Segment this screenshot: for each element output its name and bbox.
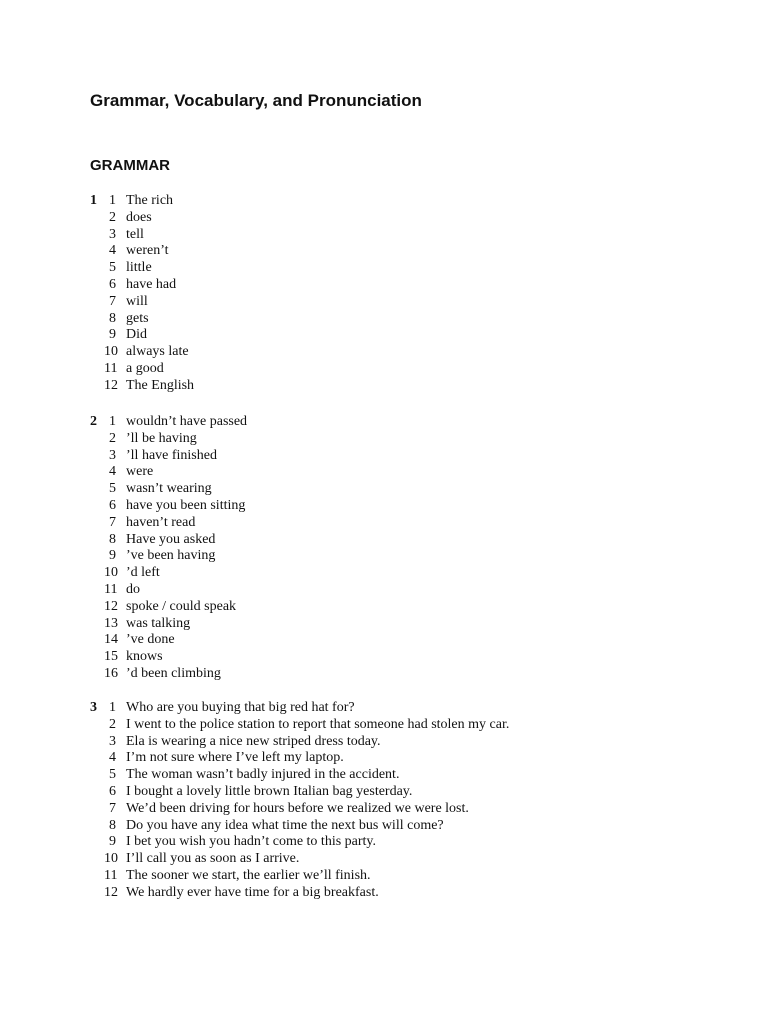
answer-row <box>90 294 730 311</box>
item-number: 11 <box>104 581 118 597</box>
answer-row <box>90 548 730 565</box>
answer-text: Have you asked <box>126 531 216 547</box>
exercise-number <box>90 243 104 260</box>
answer-row <box>90 431 730 448</box>
exercise-number <box>90 361 104 378</box>
exercise-number <box>90 649 104 666</box>
item-number: 5 <box>109 767 116 783</box>
exercise-number: 3 <box>90 700 97 715</box>
item-number: 10 <box>104 565 118 581</box>
exercise-number <box>90 378 104 395</box>
answer-text: little <box>126 260 152 276</box>
answer-text: ’ll be having <box>126 430 197 446</box>
answer-text: haven’t read <box>126 514 196 530</box>
exercise-number <box>90 210 104 227</box>
answer-text: ’d been climbing <box>126 665 221 681</box>
exercise-number <box>90 632 104 649</box>
answer-row <box>90 260 730 277</box>
exercise-1 <box>90 193 730 395</box>
exercise-number <box>90 767 104 784</box>
answer-text: We hardly ever have time for a big breakfast. <box>126 884 379 900</box>
answer-text: Who are you buying that big red hat for? <box>126 700 355 715</box>
exercise-number <box>90 801 104 818</box>
exercise-number <box>90 666 104 683</box>
exercise-number <box>90 260 104 277</box>
item-number: 13 <box>104 615 118 631</box>
exercise-number <box>90 717 104 734</box>
answer-text: The rich <box>126 193 174 208</box>
exercise-number <box>90 532 104 549</box>
answer-text: spoke / could speak <box>126 598 237 614</box>
answer-row <box>90 243 730 260</box>
answer-text: The English <box>126 377 195 393</box>
answer-row <box>90 277 730 294</box>
exercise-number <box>90 616 104 633</box>
item-number: 2 <box>109 430 116 446</box>
answer-row <box>90 582 730 599</box>
answer-text: The woman wasn’t badly injured in the accident. <box>126 767 400 783</box>
item-number: 11 <box>104 867 118 883</box>
exercise-number <box>90 498 104 515</box>
answer-text: The sooner we start, the earlier we’ll finish. <box>126 867 371 883</box>
answer-row <box>90 227 730 244</box>
item-number: 9 <box>109 327 116 343</box>
answer-text: ’ve done <box>126 632 175 648</box>
answer-text: Ela is wearing a nice new striped dress today. <box>126 733 381 749</box>
item-number: 3 <box>109 226 116 242</box>
item-number: 12 <box>104 377 118 393</box>
exercise-number <box>90 448 104 465</box>
exercise-number <box>90 327 104 344</box>
answer-text: weren’t <box>126 243 169 259</box>
item-number: 6 <box>109 783 116 799</box>
exercise-number <box>90 311 104 328</box>
answer-text: do <box>126 581 140 597</box>
exercise-number <box>90 227 104 244</box>
answer-row <box>90 515 730 532</box>
item-number: 1 <box>109 700 116 715</box>
exercise-number <box>90 464 104 481</box>
exercise-number <box>90 734 104 751</box>
exercise-number <box>90 851 104 868</box>
item-number: 16 <box>104 665 118 681</box>
item-number: 1 <box>109 193 116 208</box>
item-number: 8 <box>109 531 116 547</box>
answer-row <box>90 481 730 498</box>
exercise-number <box>90 431 104 448</box>
answer-row <box>90 498 730 515</box>
answer-text: I bet you wish you hadn’t come to this party. <box>126 834 377 850</box>
answer-text: wouldn’t have passed <box>126 414 248 429</box>
exercise-number <box>90 515 104 532</box>
item-number: 4 <box>109 243 116 259</box>
answer-text: does <box>126 209 152 225</box>
answer-text: have had <box>126 276 177 292</box>
answer-text: knows <box>126 649 163 665</box>
answer-text: a good <box>126 360 164 376</box>
item-number: 4 <box>109 464 116 480</box>
answer-text: always late <box>126 344 189 360</box>
answer-text: was talking <box>126 615 191 631</box>
answer-row <box>90 532 730 549</box>
answer-text: Did <box>126 327 147 343</box>
answer-row <box>90 210 730 227</box>
item-number: 2 <box>109 209 116 225</box>
answer-row <box>90 464 730 481</box>
answer-text: will <box>126 293 148 309</box>
item-number: 5 <box>109 481 116 497</box>
exercise-number <box>90 277 104 294</box>
exercise-number <box>90 565 104 582</box>
answer-text: I’ll call you as soon as I arrive. <box>126 851 300 867</box>
item-number: 6 <box>109 497 116 513</box>
answer-text: I bought a lovely little brown Italian bag yesterday. <box>126 783 413 799</box>
exercise-number <box>90 750 104 767</box>
answer-row <box>90 851 730 868</box>
section-heading: GRAMMAR <box>90 157 170 174</box>
answer-text: I’m not sure where I’ve left my laptop. <box>126 750 344 766</box>
item-number: 10 <box>104 344 118 360</box>
item-number: 14 <box>104 632 118 648</box>
answer-row <box>90 818 730 835</box>
answer-row <box>90 868 730 885</box>
answer-text: wasn’t wearing <box>126 481 212 497</box>
page-title: Grammar, Vocabulary, and Pronunciation <box>90 91 422 110</box>
exercise-number: 2 <box>90 414 97 429</box>
item-number: 11 <box>104 360 118 376</box>
answer-row <box>90 193 730 210</box>
answer-row <box>90 649 730 666</box>
answer-row <box>90 885 730 902</box>
exercise-number <box>90 548 104 565</box>
answer-text: ’ll have finished <box>126 447 217 463</box>
exercise-2 <box>90 414 730 683</box>
answer-text: ’ve been having <box>126 548 216 564</box>
item-number: 7 <box>109 514 116 530</box>
answer-row <box>90 717 730 734</box>
answer-row <box>90 767 730 784</box>
exercise-3 <box>90 700 730 902</box>
exercise-number <box>90 818 104 835</box>
item-number: 7 <box>109 800 116 816</box>
item-number: 12 <box>104 884 118 900</box>
exercise-number <box>90 481 104 498</box>
answer-row <box>90 378 730 395</box>
item-number: 4 <box>109 750 116 766</box>
exercise-number <box>90 784 104 801</box>
answer-row <box>90 666 730 683</box>
exercise-number: 1 <box>90 193 97 208</box>
item-number: 9 <box>109 834 116 850</box>
answer-text: I went to the police station to report that someone had stolen my car. <box>126 716 510 732</box>
answer-row <box>90 834 730 851</box>
exercise-number <box>90 344 104 361</box>
item-number: 9 <box>109 548 116 564</box>
item-number: 8 <box>109 817 116 833</box>
exercise-number <box>90 834 104 851</box>
answer-row <box>90 344 730 361</box>
answer-row <box>90 414 730 431</box>
item-number: 10 <box>104 851 118 867</box>
answer-row <box>90 734 730 751</box>
answer-row <box>90 361 730 378</box>
answer-row <box>90 700 730 717</box>
answer-text: gets <box>126 310 149 326</box>
answer-row <box>90 311 730 328</box>
exercise-number <box>90 599 104 616</box>
item-number: 6 <box>109 276 116 292</box>
item-number: 7 <box>109 293 116 309</box>
item-number: 1 <box>109 414 116 429</box>
item-number: 3 <box>109 733 116 749</box>
answer-row <box>90 750 730 767</box>
item-number: 15 <box>104 649 118 665</box>
item-number: 3 <box>109 447 116 463</box>
answer-row <box>90 327 730 344</box>
item-number: 2 <box>109 716 116 732</box>
item-number: 8 <box>109 310 116 326</box>
exercise-number <box>90 885 104 902</box>
answer-row <box>90 599 730 616</box>
item-number: 5 <box>109 260 116 276</box>
exercise-number <box>90 868 104 885</box>
answer-row <box>90 616 730 633</box>
answer-text: have you been sitting <box>126 497 246 513</box>
answer-text: ’d left <box>126 565 160 581</box>
answer-row <box>90 448 730 465</box>
answer-row <box>90 632 730 649</box>
exercise-number <box>90 582 104 599</box>
answer-row <box>90 565 730 582</box>
answer-text: We’d been driving for hours before we realized we were lost. <box>126 800 469 816</box>
answer-row <box>90 784 730 801</box>
item-number: 12 <box>104 598 118 614</box>
answer-text: Do you have any idea what time the next bus will come? <box>126 817 444 833</box>
exercise-number <box>90 294 104 311</box>
answer-text: were <box>126 464 154 480</box>
answer-row <box>90 801 730 818</box>
answer-text: tell <box>126 226 144 242</box>
